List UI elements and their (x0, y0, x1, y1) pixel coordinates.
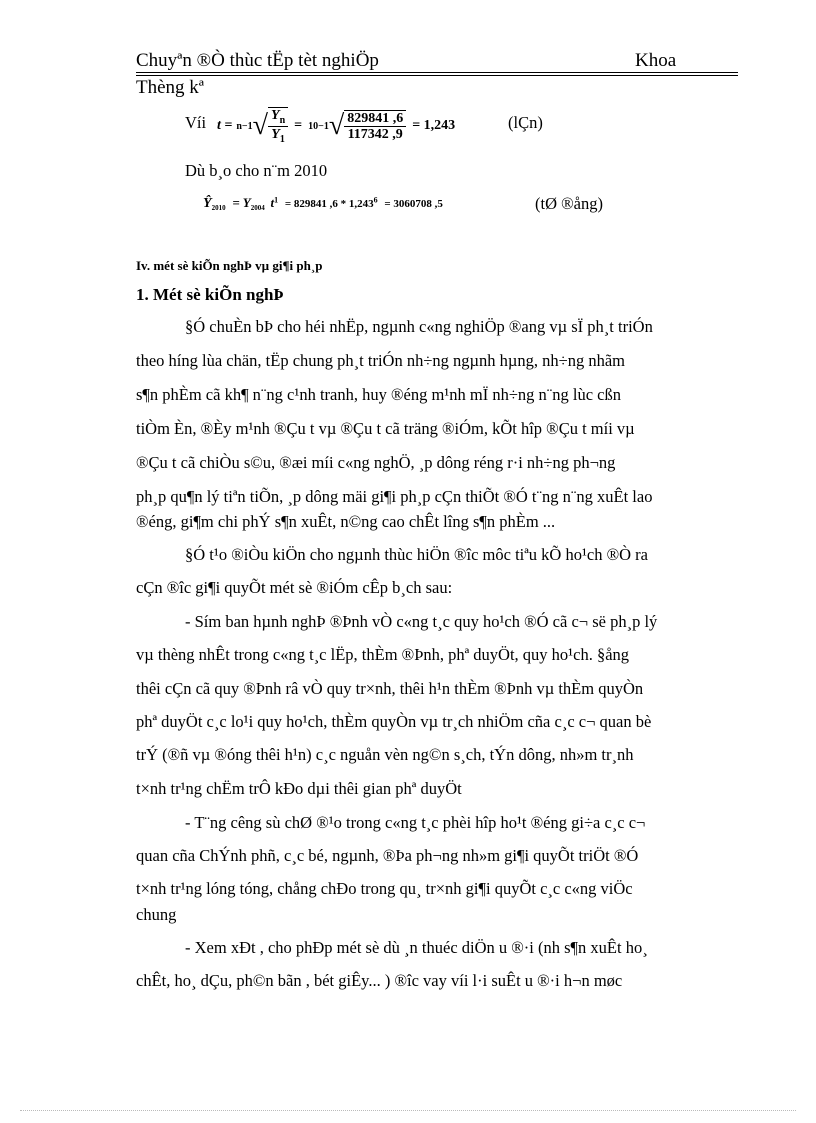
radical-icon: √ (252, 110, 269, 141)
forecast-label: Dù b¸o cho n¨m 2010 (185, 161, 328, 180)
formula2-lhs-sub: 2010 (211, 204, 226, 213)
text-line: chÊt, ho¸ dÇu, ph©n bãn , bét giÊy... ) ®îc vay víi l·i suÊt u ®·i h¬n møc (136, 971, 623, 990)
formula1-lhs: t = (217, 118, 233, 133)
text-line: thêi cÇn cã quy ®Þnh râ vÒ quy tr×nh, thêi h¹n thÈm ®Þnh vµ thÈm quyÒn (136, 679, 644, 698)
text-line: chung (136, 905, 177, 924)
formula1-num: Y (271, 108, 280, 124)
header-department: Khoa (635, 50, 677, 71)
formula1-unit: (lÇn) (508, 113, 543, 132)
text-line: §Ó chuÈn bÞ cho héi nhËp, ngµnh c«ng nghiÖp ®ang vµ sÏ ph¸t triÓn (185, 317, 653, 336)
text-line: cÇn ®îc gi¶i quyÕt mét sè ®iÓm cÊp b¸ch sau: (136, 578, 453, 597)
text-line: trÝ (®ñ vµ ®óng thêi h¹n) c¸c nguån vèn ng©n s¸ch, tÝn dông, nh»m tr¸nh (136, 745, 634, 764)
radical-icon: √ (328, 110, 345, 141)
formula1-num-sub: n (279, 115, 286, 126)
text-line: s¶n phÈm cã kh¶ n¨ng c¹nh tranh, huy ®éng m¹nh mÏ nh÷ng n¨ng lùc cßn (136, 385, 621, 404)
text-line: §Ó t¹o ®iÒu kiÖn cho ngµnh thùc hiÖn ®îc môc tiªu kÕ ho¹ch ®Ò ra (185, 545, 648, 564)
header-second-line: Thèng kª (136, 77, 205, 98)
text-line: ph¸p qu¶n lý tiªn tiÕn, ¸p dông mäi gi¶i ph¸p cÇn thiÕt ®Ó t¨ng n¨ng xuÊt lao (136, 487, 653, 506)
text-line: quan cña ChÝnh phñ, c¸c bé, ngµnh, ®Þa ph¬ng nh»m gi¶i quyÕt triÖt ®Ó (136, 846, 639, 865)
section-heading: Iv. mét sè kiÕn nghÞ vµ gi¶i ph¸p (136, 258, 323, 273)
formula1-result: = 1,243 (412, 118, 456, 133)
formula1-root-index: n−1 (236, 120, 253, 132)
text-line: - Sím ban hµnh nghÞ ®Þnh vÒ c«ng t¸c quy ho¹ch ®Ó cã c¬ së ph¸p lý (185, 612, 658, 631)
text-line: phª duyÖt c¸c lo¹i quy ho¹ch, thÈm quyÒn vµ tr¸ch nhiÖm cña c¸c c¬ quan bè (136, 712, 652, 731)
formula2-mid-sub: 2004 (250, 204, 265, 213)
text-line: vµ thèng nhÊt trong c«ng t¸c lËp, thÈm ®Þnh, phª duyÖt, quy ho¹ch. §ång (136, 645, 630, 664)
text-line: t×nh tr¹ng lóng tóng, chång chÐo trong qu¸ tr×nh gi¶i quyÕt c¸c c«ng viÖc (136, 879, 633, 898)
text-line: theo híng lùa chän, tËp chung ph¸t triÓn nh÷ng ngµnh hµng, nh÷ng nhãm (136, 351, 625, 370)
formula1-fraction (268, 107, 288, 145)
text-line: - T¨ng cêng sù chØ ®¹o trong c«ng t¸c phèi hîp ho¹t ®éng gi÷a c¸c c¬ (185, 813, 646, 832)
subsection-heading: 1. Mét sè kiÕn nghÞ (136, 285, 284, 304)
text-line: tiÒm Èn, ®Èy m¹nh ®Çu t vµ ®Çu t cã träng ®iÓm, kÕt hîp ®Çu t míi vµ (136, 419, 635, 438)
formula2-lhs: Ŷ (203, 196, 212, 211)
formula1-den: Y (271, 127, 280, 142)
text-line: - Xem xÐt , cho phÐp mét sè dù ¸n thuéc diÖn u ®·i (nh s¶n xuÊt ho¸ (185, 938, 648, 957)
header-title: Chuyªn ®Ò thùc tËp tèt nghiÖp (136, 50, 379, 71)
page-bottom-divider (20, 1110, 796, 1111)
page-header (136, 50, 738, 74)
header-rule-top (136, 72, 738, 73)
formula2-mid: = Y (232, 195, 251, 210)
formula2-unit: (tØ ®ång) (535, 194, 603, 213)
formula1-fraction2 (344, 110, 406, 143)
formula2-expr-sup: 1 (274, 195, 279, 205)
formula2-calc: = 829841 ,6 * 1,243 (284, 198, 374, 210)
formula1-den-sub: 1 (279, 133, 285, 145)
header-rule-bottom (136, 75, 738, 76)
formula1 (217, 104, 455, 148)
formula2 (203, 195, 443, 212)
text-line: t×nh tr¹ng chËm trÔ kÐo dµi thêi gian phª duyÖt (136, 779, 462, 798)
formula2-result: = 3060708 ,5 (384, 198, 443, 210)
text-line: ®éng, gi¶m chi phÝ s¶n xuÊt, n©ng cao chÊt lîng s¶n phÈm ... (136, 512, 556, 531)
formula1-prefix: Víi (185, 113, 207, 132)
formula1-eq: = (294, 118, 303, 133)
formula2-expr: t (270, 195, 275, 210)
formula1-den2: 117342 ,9 (347, 127, 403, 142)
formula1-root-index2: 10−1 (308, 120, 329, 132)
formula1-num2: 829841 ,6 (344, 111, 406, 127)
text-line: ®Çu t cã chiÒu s©u, ®æi míi c«ng nghÖ, ¸p dông réng r·i nh÷ng ph¬ng (136, 453, 616, 472)
formula2-calc-sup: 6 (373, 195, 378, 205)
